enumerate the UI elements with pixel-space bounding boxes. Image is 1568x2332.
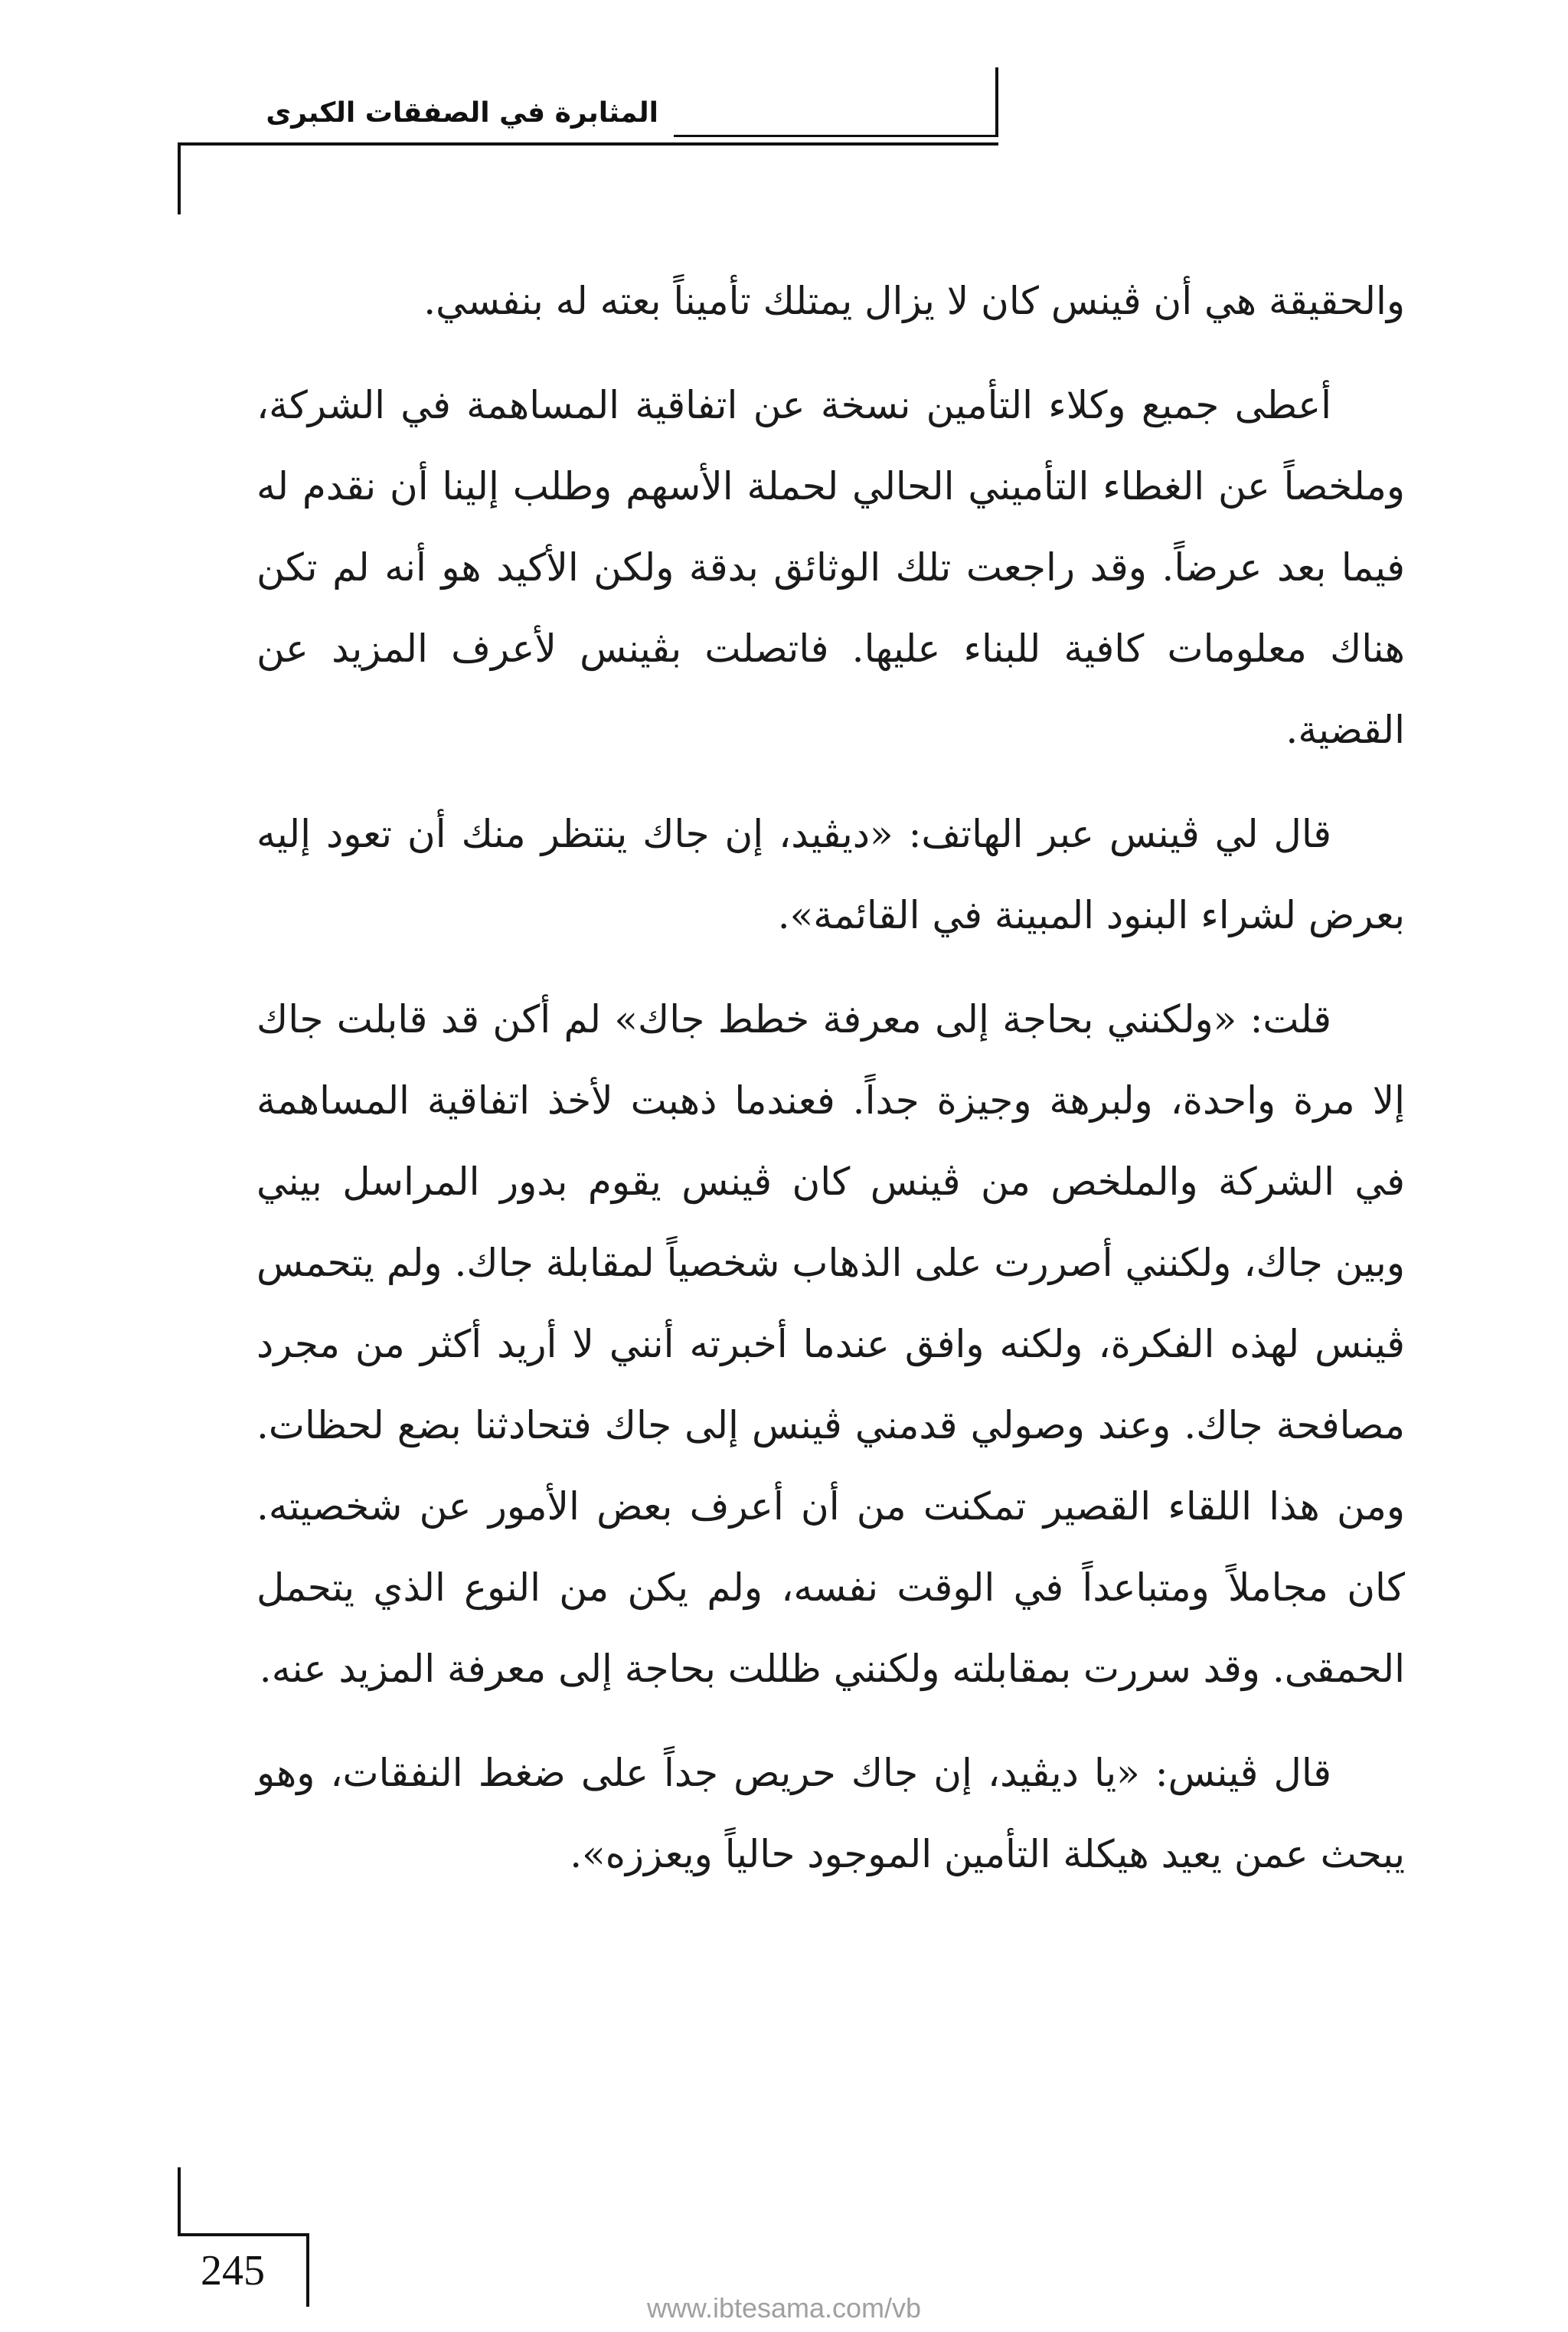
paragraph: قال ڤينس: «يا ديڤيد، إن جاك حريص جداً على ضغط النفقات، وهو يبحث عمن يعيد هيكلة التأمين الموجود حالياً ويعززه». [256, 1751, 1405, 1876]
body-text [256, 260, 1405, 1918]
footer-rule-bottom [178, 2233, 309, 2236]
header-rule-bottom [178, 142, 998, 146]
watermark-url: www.ibtesama.com/vb [646, 2292, 922, 2324]
header-rule-right [995, 67, 998, 136]
header-rule-left [178, 142, 181, 214]
running-header-title: المثابرة في الصفقات الكبرى [266, 97, 658, 129]
paragraph: والحقيقة هي أن ڤينس كان لا يزال يمتلك تأميناً بعته له بنفسي. [423, 279, 1405, 323]
footer-rule-left [178, 2167, 181, 2236]
paragraph: قلت: «ولكنني بحاجة إلى معرفة خطط جاك» لم أكن قد قابلت جاك إلا مرة واحدة، ولبرهة وجيزة جداً. فعندما ذهبت لأخذ اتفاقية المساهمة في الشركة والملخص من ڤينس كان ڤينس يقوم بدور المراسل بيني وبين جاك، ولكنني أصررت على الذهاب شخصياً لمقابلة جاك. ولم يتحمس ڤينس لهذه الفكرة، ولكنه وافق عندما أخبرته أنني لا أريد أكثر من مجرد مصافحة جاك. وعند وصولي قدمني ڤينس إلى جاك فتحادثنا بضع لحظات. ومن هذا اللقاء القصير تمكنت من أن أعرف بعض الأمور عن شخصيته. كان مجاملاً ومتباعداً في الوقت نفسه، ولم يكن من النوع الذي يتحمل الحمقى. وقد سررت بمقابلته ولكنني ظللت بحاجة إلى معرفة المزيد عنه. [256, 997, 1406, 1691]
paragraph: أعطى جميع وكلاء التأمين نسخة عن اتفاقية المساهمة في الشركة، وملخصاً عن الغطاء التأميني الحالي لحملة الأسهم وطلب إلينا أن نقدم له فيما بعد عرضاً. وقد راجعت تلك الوثائق بدقة ولكن الأكيد هو أنه لم تكن هناك معلومات كافية للبناء عليها. فاتصلت بڤينس لأعرف المزيد عن القضية. [256, 383, 1405, 752]
page-number: 245 [201, 2247, 265, 2294]
header-rule-top [674, 135, 998, 137]
paragraph: قال لي ڤينس عبر الهاتف: «ديڤيد، إن جاك ينتظر منك أن تعود إليه بعرض لشراء البنود المبينة في القائمة». [256, 812, 1405, 937]
